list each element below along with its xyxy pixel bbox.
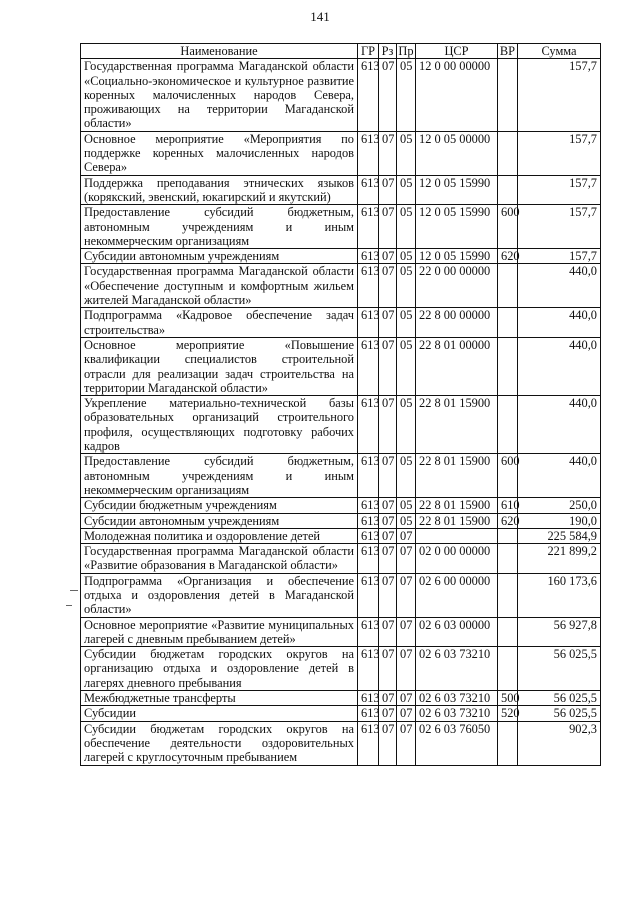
table-row xyxy=(81,647,601,691)
cell-gr: 613 xyxy=(358,498,379,513)
cell-pr: 05 xyxy=(397,396,416,454)
cell-sum: 440,0 xyxy=(518,396,601,454)
table-row xyxy=(81,337,601,395)
cell-gr: 613 xyxy=(358,454,379,498)
cell-vr xyxy=(498,573,518,617)
cell-gr: 613 xyxy=(358,175,379,205)
table-row xyxy=(81,513,601,528)
cell-name: Субсидии автономным учреждениям xyxy=(81,513,358,528)
cell-rz: 07 xyxy=(379,721,397,765)
cell-rz: 07 xyxy=(379,706,397,721)
cell-sum: 56 025,5 xyxy=(518,647,601,691)
cell-vr xyxy=(498,396,518,454)
cell-pr: 07 xyxy=(397,528,416,543)
header-csr: ЦСР xyxy=(416,44,498,59)
cell-name: Субсидии бюджетным учреждениям xyxy=(81,498,358,513)
cell-pr: 05 xyxy=(397,498,416,513)
cell-name: Государственная программа Магаданской области «Социально-экономическое и культурное развитие коренных малочисленных народов Севера, проживающих на территории Магаданской области» xyxy=(81,59,358,131)
cell-vr xyxy=(498,131,518,175)
cell-gr: 613 xyxy=(358,721,379,765)
cell-vr: 610 xyxy=(498,498,518,513)
cell-rz: 07 xyxy=(379,337,397,395)
cell-sum: 157,7 xyxy=(518,131,601,175)
cell-vr xyxy=(498,544,518,574)
cell-pr: 05 xyxy=(397,175,416,205)
header-sum: Сумма xyxy=(518,44,601,59)
cell-sum: 221 899,2 xyxy=(518,544,601,574)
cell-rz: 07 xyxy=(379,617,397,647)
header-name: Наименование xyxy=(81,44,358,59)
cell-csr: 22 8 01 00000 xyxy=(416,337,498,395)
cell-vr: 520 xyxy=(498,706,518,721)
cell-csr: 02 0 00 00000 xyxy=(416,544,498,574)
cell-vr xyxy=(498,264,518,308)
cell-pr: 05 xyxy=(397,337,416,395)
cell-vr xyxy=(498,337,518,395)
table-row xyxy=(81,454,601,498)
cell-pr: 07 xyxy=(397,617,416,647)
cell-pr: 05 xyxy=(397,131,416,175)
cell-pr: 07 xyxy=(397,691,416,706)
cell-csr xyxy=(416,528,498,543)
cell-name: Предоставление субсидий бюджетным, автономным учреждениям и иным некоммерческим организациям xyxy=(81,205,358,249)
cell-sum: 440,0 xyxy=(518,454,601,498)
cell-vr: 620 xyxy=(498,513,518,528)
cell-name: Подпрограмма «Организация и обеспечение отдыха и оздоровления детей в Магаданской области» xyxy=(81,573,358,617)
table-row xyxy=(81,59,601,131)
cell-gr: 613 xyxy=(358,528,379,543)
cell-csr: 02 6 03 73210 xyxy=(416,691,498,706)
cell-vr xyxy=(498,308,518,338)
cell-rz: 07 xyxy=(379,205,397,249)
cell-rz: 07 xyxy=(379,396,397,454)
cell-sum: 157,7 xyxy=(518,249,601,264)
cell-sum: 440,0 xyxy=(518,337,601,395)
table-row xyxy=(81,691,601,706)
cell-name: Субсидии автономным учреждениям xyxy=(81,249,358,264)
cell-sum: 225 584,9 xyxy=(518,528,601,543)
header-gr: ГР xyxy=(358,44,379,59)
cell-pr: 05 xyxy=(397,308,416,338)
cell-pr: 05 xyxy=(397,264,416,308)
cell-name: Поддержка преподавания этнических языков (корякский, эвенский, юкагирский и якутский) xyxy=(81,175,358,205)
cell-name: Подпрограмма «Кадровое обеспечение задач строительства» xyxy=(81,308,358,338)
cell-rz: 07 xyxy=(379,528,397,543)
cell-rz: 07 xyxy=(379,454,397,498)
budget-table xyxy=(80,43,601,766)
cell-rz: 07 xyxy=(379,573,397,617)
cell-gr: 613 xyxy=(358,337,379,395)
cell-vr xyxy=(498,528,518,543)
table-row xyxy=(81,573,601,617)
cell-csr: 12 0 05 15990 xyxy=(416,175,498,205)
scan-mark xyxy=(66,605,72,606)
cell-sum: 56 927,8 xyxy=(518,617,601,647)
cell-csr: 02 6 03 76050 xyxy=(416,721,498,765)
table-row xyxy=(81,544,601,574)
cell-gr: 613 xyxy=(358,513,379,528)
cell-rz: 07 xyxy=(379,131,397,175)
cell-pr: 05 xyxy=(397,59,416,131)
cell-rz: 07 xyxy=(379,691,397,706)
cell-csr: 12 0 05 00000 xyxy=(416,131,498,175)
cell-vr: 600 xyxy=(498,205,518,249)
cell-rz: 07 xyxy=(379,175,397,205)
cell-gr: 613 xyxy=(358,706,379,721)
cell-rz: 07 xyxy=(379,647,397,691)
cell-gr: 613 xyxy=(358,647,379,691)
cell-csr: 22 8 01 15900 xyxy=(416,513,498,528)
header-rz: Рз xyxy=(379,44,397,59)
table-header-row xyxy=(81,44,601,59)
cell-csr: 12 0 05 15990 xyxy=(416,205,498,249)
cell-rz: 07 xyxy=(379,249,397,264)
cell-csr: 02 6 03 00000 xyxy=(416,617,498,647)
cell-vr xyxy=(498,59,518,131)
cell-sum: 250,0 xyxy=(518,498,601,513)
cell-sum: 440,0 xyxy=(518,264,601,308)
cell-gr: 613 xyxy=(358,308,379,338)
cell-sum: 157,7 xyxy=(518,205,601,249)
cell-rz: 07 xyxy=(379,544,397,574)
cell-csr: 02 6 03 73210 xyxy=(416,647,498,691)
cell-rz: 07 xyxy=(379,264,397,308)
cell-name: Укрепление материально-технической базы образовательных организаций строительного профиля, осуществляющих подготовку рабочих кадров xyxy=(81,396,358,454)
cell-name: Государственная программа Магаданской области «Развитие образования в Магаданской области» xyxy=(81,544,358,574)
cell-sum: 157,7 xyxy=(518,175,601,205)
cell-sum: 190,0 xyxy=(518,513,601,528)
cell-vr: 620 xyxy=(498,249,518,264)
header-pr: Пр xyxy=(398,44,414,58)
table-row xyxy=(81,721,601,765)
cell-csr: 22 8 00 00000 xyxy=(416,308,498,338)
table-row xyxy=(81,498,601,513)
table-row xyxy=(81,308,601,338)
cell-gr: 613 xyxy=(358,544,379,574)
cell-csr: 02 6 03 73210 xyxy=(416,706,498,721)
cell-pr: 05 xyxy=(397,205,416,249)
cell-csr: 22 8 01 15900 xyxy=(416,498,498,513)
cell-sum: 902,3 xyxy=(518,721,601,765)
header-vr: ВР xyxy=(498,44,518,59)
table-row xyxy=(81,131,601,175)
table-row xyxy=(81,264,601,308)
cell-vr xyxy=(498,617,518,647)
cell-name: Основное мероприятие «Повышение квалификации специалистов строительной отрасли для реализации задач строительства на территории Магаданской области» xyxy=(81,337,358,395)
cell-sum: 56 025,5 xyxy=(518,706,601,721)
cell-gr: 613 xyxy=(358,59,379,131)
cell-csr: 12 0 05 15990 xyxy=(416,249,498,264)
cell-gr: 613 xyxy=(358,131,379,175)
table-row xyxy=(81,205,601,249)
cell-name: Предоставление субсидий бюджетным, автономным учреждениям и иным некоммерческим организациям xyxy=(81,454,358,498)
cell-name: Субсидии бюджетам городских округов на обеспечение деятельности оздоровительных лагерей с круглосуточным пребыванием xyxy=(81,721,358,765)
cell-pr: 07 xyxy=(397,706,416,721)
table-row xyxy=(81,249,601,264)
cell-pr: 05 xyxy=(397,454,416,498)
cell-vr xyxy=(498,175,518,205)
cell-csr: 12 0 00 00000 xyxy=(416,59,498,131)
cell-pr: 07 xyxy=(397,544,416,574)
scan-mark xyxy=(70,590,78,591)
table-row xyxy=(81,396,601,454)
cell-gr: 613 xyxy=(358,249,379,264)
cell-gr: 613 xyxy=(358,396,379,454)
cell-name: Молодежная политика и оздоровление детей xyxy=(81,528,358,543)
cell-rz: 07 xyxy=(379,308,397,338)
cell-pr: 07 xyxy=(397,721,416,765)
cell-pr: 05 xyxy=(397,249,416,264)
cell-csr: 22 8 01 15900 xyxy=(416,396,498,454)
cell-gr: 613 xyxy=(358,617,379,647)
cell-gr: 613 xyxy=(358,205,379,249)
cell-name: Субсидии xyxy=(81,706,358,721)
cell-csr: 22 0 00 00000 xyxy=(416,264,498,308)
cell-name: Государственная программа Магаданской области «Обеспечение доступным и комфортным жильем жителей Магаданской области» xyxy=(81,264,358,308)
table-row xyxy=(81,617,601,647)
cell-sum: 160 173,6 xyxy=(518,573,601,617)
page-number: 141 xyxy=(310,9,330,24)
cell-name: Основное мероприятие «Развитие муниципальных лагерей с дневным пребыванием детей» xyxy=(81,617,358,647)
cell-csr: 02 6 00 00000 xyxy=(416,573,498,617)
table-row xyxy=(81,528,601,543)
cell-name: Межбюджетные трансферты xyxy=(81,691,358,706)
cell-vr: 600 xyxy=(498,454,518,498)
cell-sum: 56 025,5 xyxy=(518,691,601,706)
table-row xyxy=(81,175,601,205)
cell-name: Основное мероприятие «Мероприятия по поддержке коренных малочисленных народов Севера» xyxy=(81,131,358,175)
cell-vr xyxy=(498,647,518,691)
cell-rz: 07 xyxy=(379,513,397,528)
cell-name: Субсидии бюджетам городских округов на организацию отдыха и оздоровление детей в лагерях дневного пребывания xyxy=(81,647,358,691)
cell-vr xyxy=(498,721,518,765)
cell-vr: 500 xyxy=(498,691,518,706)
cell-gr: 613 xyxy=(358,573,379,617)
cell-rz: 07 xyxy=(379,498,397,513)
table-row xyxy=(81,706,601,721)
cell-sum: 157,7 xyxy=(518,59,601,131)
cell-pr: 07 xyxy=(397,647,416,691)
cell-rz: 07 xyxy=(379,59,397,131)
cell-pr: 05 xyxy=(397,513,416,528)
cell-gr: 613 xyxy=(358,691,379,706)
cell-gr: 613 xyxy=(358,264,379,308)
cell-sum: 440,0 xyxy=(518,308,601,338)
cell-pr: 07 xyxy=(397,573,416,617)
cell-csr: 22 8 01 15900 xyxy=(416,454,498,498)
